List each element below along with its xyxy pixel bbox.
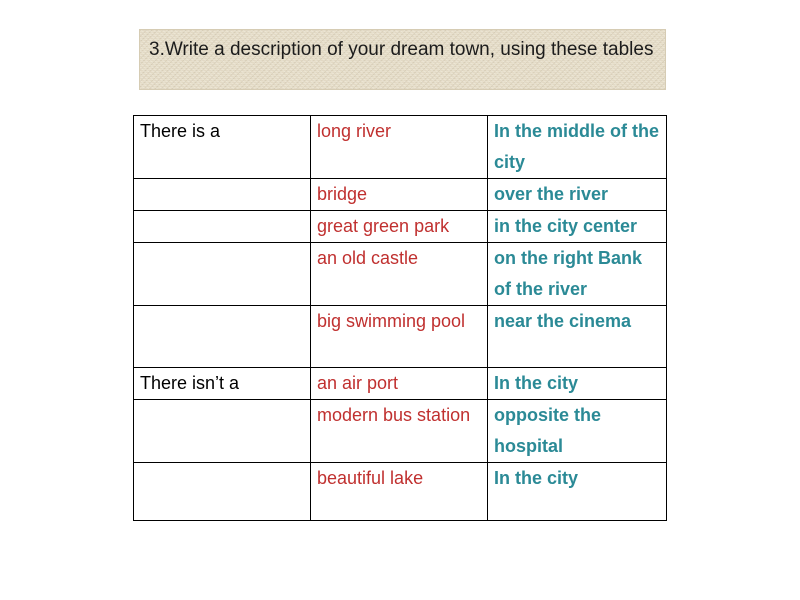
table-row <box>134 463 667 521</box>
subject-cell <box>134 211 311 243</box>
place-cell: In the city <box>488 463 667 521</box>
subject-cell: There isn’t a <box>134 368 311 400</box>
subject-cell <box>134 306 311 368</box>
task-title-box <box>139 29 666 90</box>
noun-cell: great green park <box>311 211 488 243</box>
table-row <box>134 306 667 368</box>
subject-cell <box>134 179 311 211</box>
subject-cell: There is a <box>134 116 311 179</box>
table-row <box>134 368 667 400</box>
table-row <box>134 243 667 306</box>
noun-cell: big swimming pool <box>311 306 488 368</box>
place-cell: opposite the hospital <box>488 400 667 463</box>
table-row <box>134 179 667 211</box>
noun-cell: bridge <box>311 179 488 211</box>
table-row <box>134 116 667 179</box>
subject-cell <box>134 463 311 521</box>
place-cell: In the middle of the city <box>488 116 667 179</box>
place-cell: In the city <box>488 368 667 400</box>
task-title: 3.Write a description of your dream town, using these tables <box>149 39 654 60</box>
table-row <box>134 400 667 463</box>
subject-cell <box>134 243 311 306</box>
place-cell: over the river <box>488 179 667 211</box>
place-cell: near the cinema <box>488 306 667 368</box>
noun-cell: long river <box>311 116 488 179</box>
noun-cell: modern bus station <box>311 400 488 463</box>
noun-cell: an old castle <box>311 243 488 306</box>
dream-town-table <box>133 115 667 521</box>
place-cell: in the city center <box>488 211 667 243</box>
subject-cell <box>134 400 311 463</box>
place-cell: on the right Bank of the river <box>488 243 667 306</box>
noun-cell: beautiful lake <box>311 463 488 521</box>
table-row <box>134 211 667 243</box>
noun-cell: an air port <box>311 368 488 400</box>
